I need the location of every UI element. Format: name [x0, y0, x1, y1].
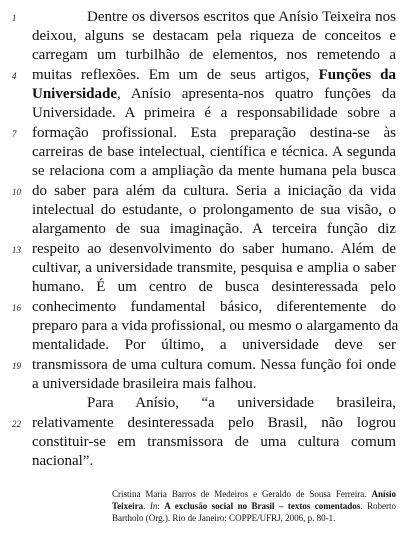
quote-line: Para Anísio, “a universidade brasileira,: [87, 395, 396, 411]
text-segment: :: [157, 501, 165, 511]
text-line: mentalidade. Por último, a universidade deve ser: [32, 337, 396, 353]
book-title: A exclusão social no Brasil – textos comentados: [164, 501, 361, 511]
text-line: cultivar, a universidade transmite, pesquisa e amplia o saber: [32, 260, 396, 276]
quote-line: nacional”.: [32, 453, 94, 469]
article-title: Funções da: [318, 67, 396, 83]
line-number: 13: [12, 245, 21, 255]
quote-line: relativamente desinteressada pelo Brasil, não logrou: [32, 415, 396, 431]
text-segment: , Anísio apresenta-nos quatro funções da: [117, 86, 396, 102]
text-line: deixou, alguns se destacam pela riqueza de conceitos e: [32, 28, 396, 44]
line-number: 22: [12, 419, 21, 429]
text-segment: muitas reflexões. Em um de seus artigos,: [32, 67, 319, 83]
text-line: respeito ao desenvolvimento do saber humano. Além de: [32, 241, 396, 257]
text-line: a universidade brasileira mais falhou.: [32, 376, 257, 392]
text-line: transmissora de uma cultura comum. Nessa função foi onde: [32, 357, 396, 373]
text-segment: In: [149, 501, 158, 511]
text-line: [32, 85, 396, 103]
line-number: 19: [12, 361, 21, 371]
quote-line: constituir-se em transmissora de uma cultura comum: [32, 434, 396, 450]
reference-line: Bartholo (Org.). Rio de Janeiro: COPPE/UFRJ, 2006, p. 80-1.: [112, 513, 336, 523]
line-number: 1: [12, 13, 17, 23]
text-line: alargamento de sua imaginação. A terceira função diz: [32, 221, 396, 237]
text-line: preparo para a vida profissional, ou mesmo o alargamento da: [32, 318, 399, 334]
text-line: conhecimento fundamental básico, diferentemente do: [32, 299, 396, 315]
line-number: 4: [12, 71, 17, 81]
text-segment: . Roberto: [360, 501, 396, 511]
reference-line: [112, 500, 396, 513]
line-number: 10: [12, 187, 21, 197]
text-line: formação profissional. Esta preparação destina-se às: [32, 125, 396, 141]
text-segment: .: [143, 501, 150, 511]
article-title: Universidade: [32, 86, 118, 102]
text-line: Universidade. A primeira é a responsabilidade sobre a: [32, 105, 396, 121]
book-title: Anísio: [371, 489, 396, 499]
line-number: 16: [12, 303, 21, 313]
text-line: se relaciona com a ampliação da mente humana pela busca: [32, 163, 396, 179]
text-line: carreiras de base intelectual, científica e técnica. A segunda: [32, 144, 396, 160]
text-line: do saber para além da cultura. Seria a iniciação da vida: [32, 183, 396, 199]
text-line: humano. É um centro de busca desinteressada pelo: [32, 279, 396, 295]
text-line: intelectual do estudante, o prolongamento de sua visão, o: [32, 202, 396, 218]
book-title: Teixeira: [112, 501, 144, 511]
text-line: Dentre os diversos escritos que Anísio Teixeira nos: [87, 9, 396, 25]
text-line: carregam um turbilhão de elementos, nos remetendo a: [32, 47, 396, 63]
reference-line: [112, 488, 396, 501]
line-number: 7: [12, 129, 17, 139]
text-line: [32, 66, 396, 84]
text-segment: Cristina Maria Barros de Medeiros e Geraldo de Sousa Ferreira.: [112, 489, 372, 499]
